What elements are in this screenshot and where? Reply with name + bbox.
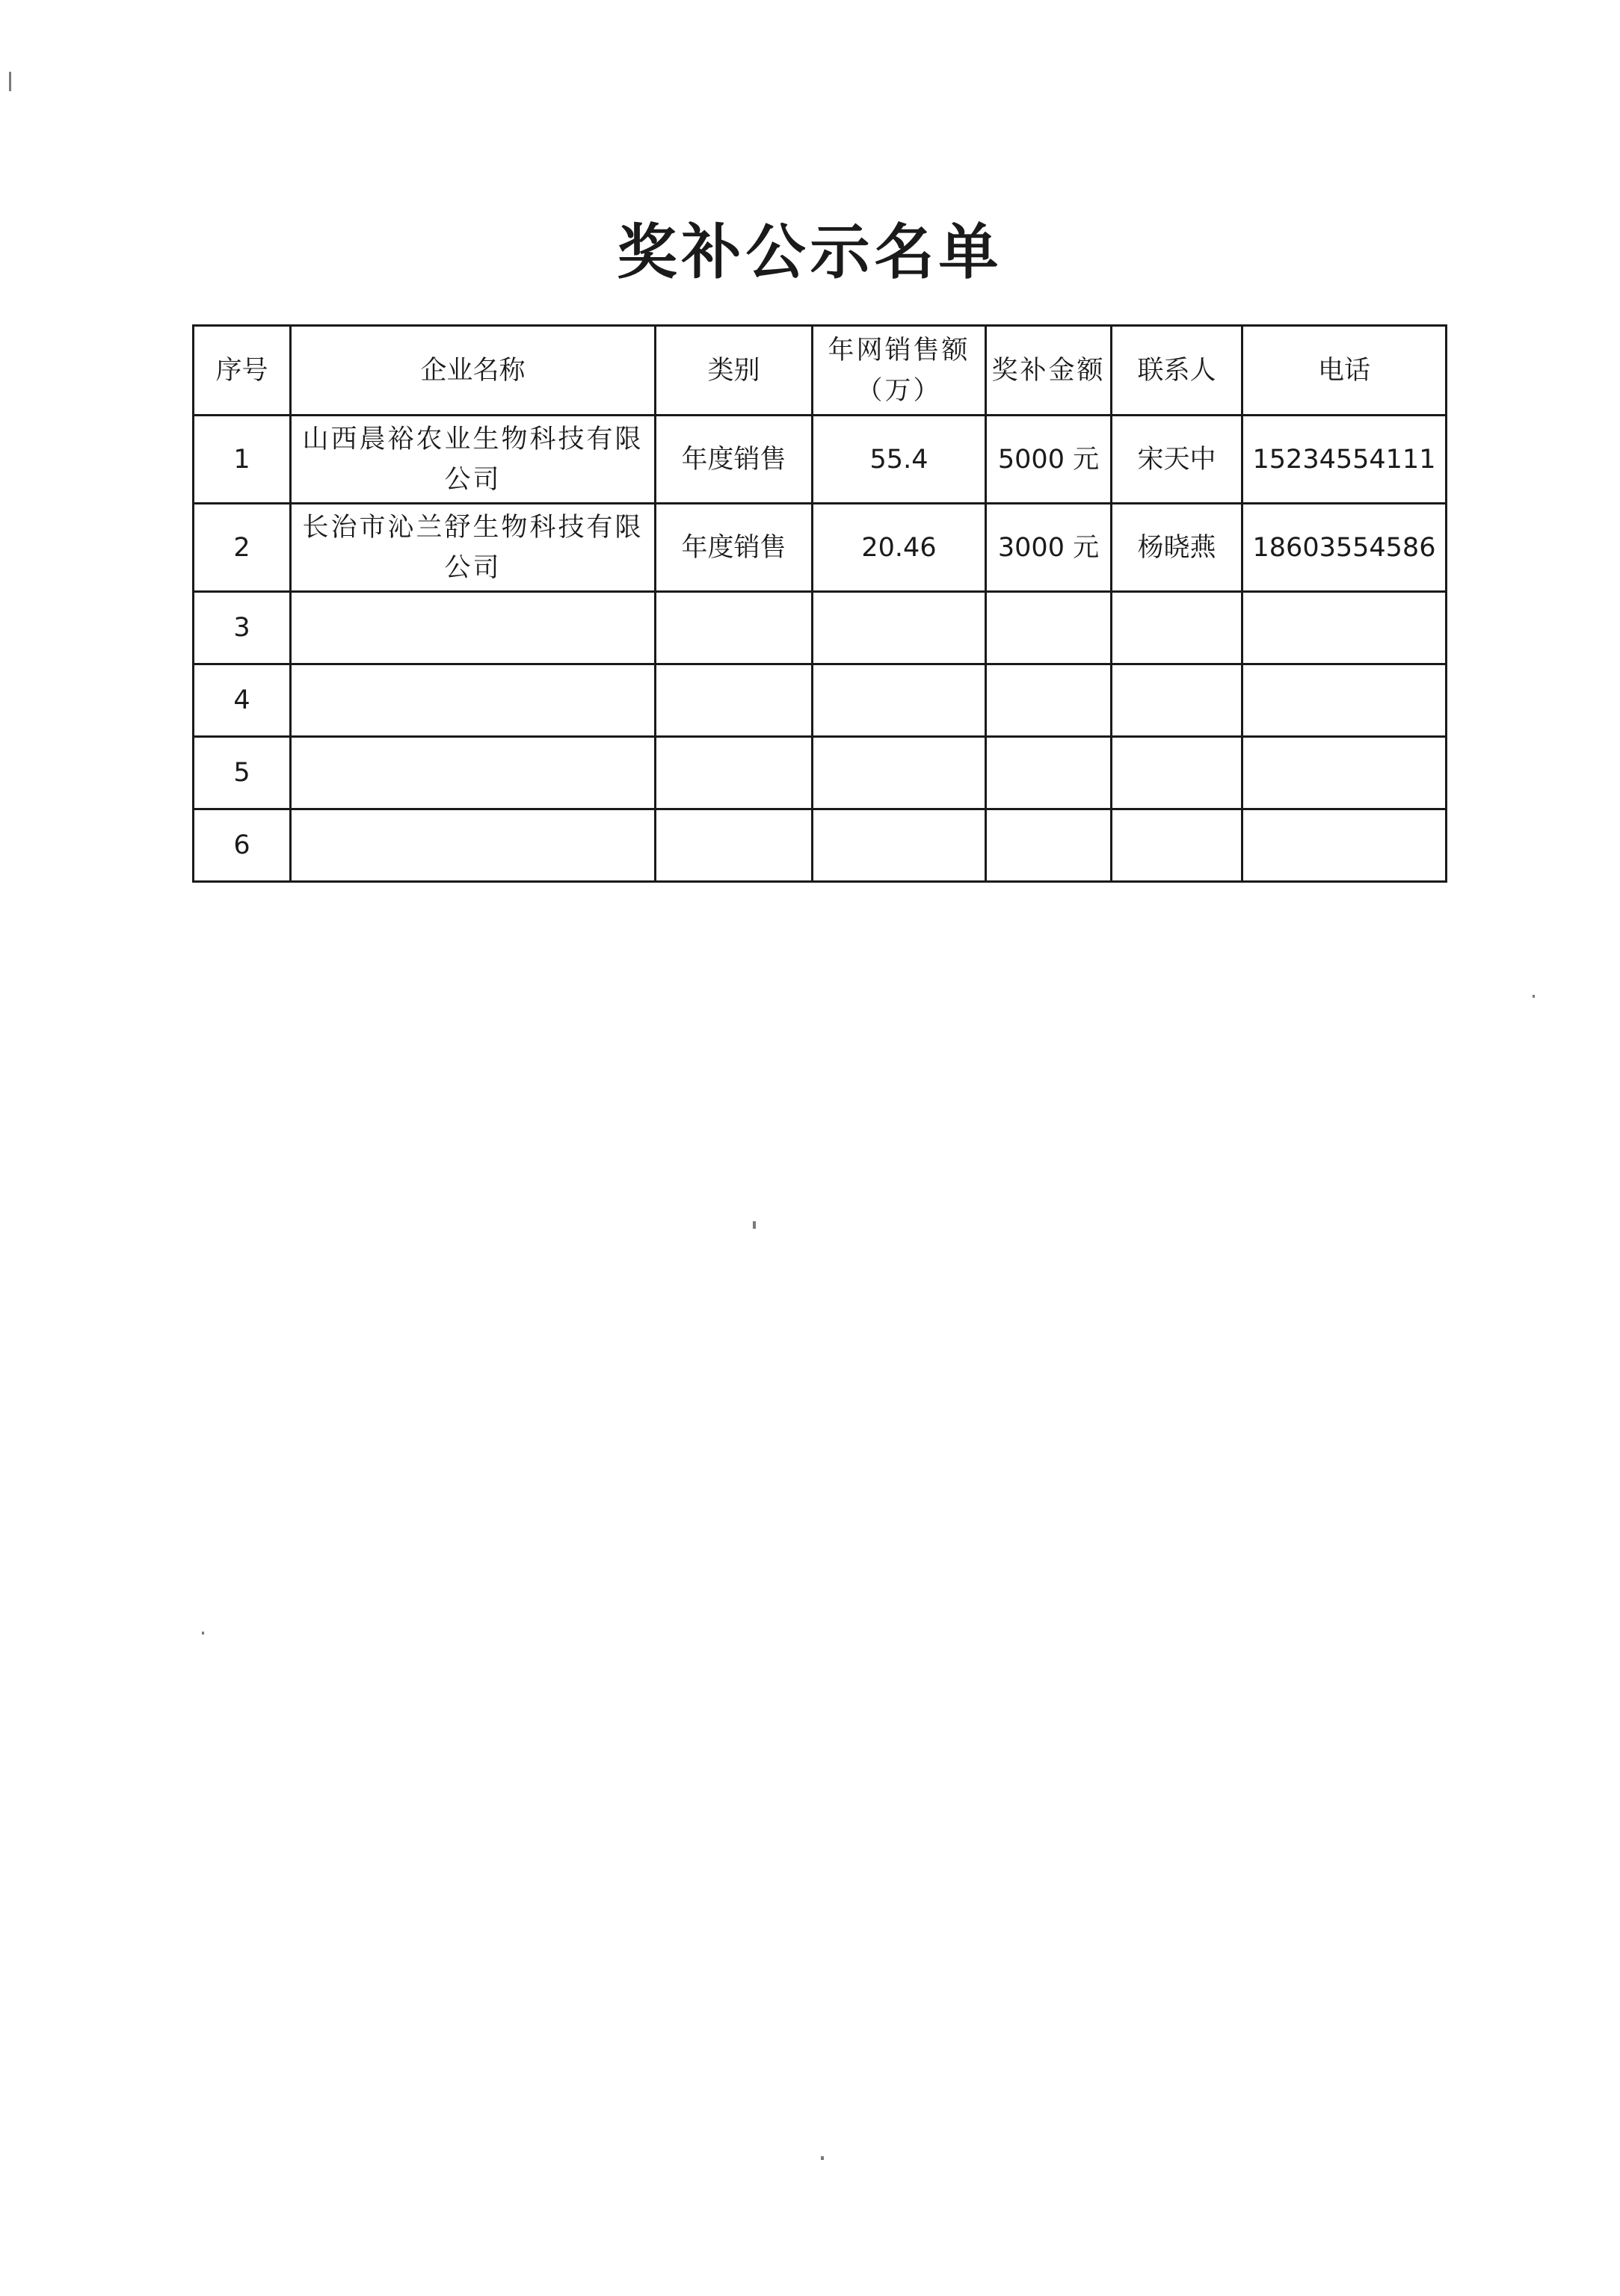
header-contact: 联系人 (1112, 326, 1242, 416)
header-phone: 电话 (1242, 326, 1447, 416)
cell-award: 5000 元 (986, 416, 1112, 504)
cell-sales: 20.46 (813, 504, 986, 592)
cell-seq: 5 (194, 737, 291, 809)
table-row (194, 664, 1447, 737)
cell-contact: 宋天中 (1112, 416, 1242, 504)
scan-speck (1533, 995, 1535, 998)
company-name: 长治市沁兰舒生物科技有限公司 (302, 512, 644, 583)
cell-contact: 杨晓燕 (1112, 504, 1242, 592)
scan-speck (753, 1221, 756, 1229)
cell-company (291, 737, 656, 809)
cell-company (291, 592, 656, 664)
cell-company (291, 809, 656, 882)
header-category: 类别 (656, 326, 813, 416)
cell-company (291, 416, 656, 504)
scan-speck (202, 1632, 204, 1635)
cell-category (656, 664, 813, 737)
cell-sales (813, 809, 986, 882)
document-title: 奖补公示名单 (617, 217, 1003, 287)
scan-speck (9, 72, 11, 91)
cell-sales (813, 592, 986, 664)
cell-category (656, 809, 813, 882)
cell-seq: 3 (194, 592, 291, 664)
cell-contact (1112, 592, 1242, 664)
header-award-label: 奖补金额 (991, 355, 1106, 386)
header-seq: 序号 (194, 326, 291, 416)
cell-category (656, 737, 813, 809)
cell-phone: 18603554586 (1242, 504, 1447, 592)
cell-award: 3000 元 (986, 504, 1112, 592)
cell-award (986, 664, 1112, 737)
cell-phone (1242, 592, 1447, 664)
table-header-row (194, 326, 1447, 416)
cell-sales (813, 664, 986, 737)
cell-award (986, 809, 1112, 882)
cell-phone (1242, 809, 1447, 882)
cell-company (291, 664, 656, 737)
table-row (194, 504, 1447, 592)
header-sales-label: 年网销售额（万） (828, 335, 970, 406)
cell-phone (1242, 664, 1447, 737)
cell-award (986, 737, 1112, 809)
table-row (194, 416, 1447, 504)
cell-seq: 6 (194, 809, 291, 882)
cell-seq: 4 (194, 664, 291, 737)
header-company: 企业名称 (291, 326, 656, 416)
cell-company (291, 504, 656, 592)
header-sales (813, 326, 986, 416)
cell-award (986, 592, 1112, 664)
cell-phone: 15234554111 (1242, 416, 1447, 504)
award-list-table (192, 324, 1447, 883)
cell-category (656, 592, 813, 664)
scan-speck (821, 2156, 824, 2160)
cell-sales (813, 737, 986, 809)
company-name: 山西晨裕农业生物科技有限公司 (302, 424, 644, 495)
table-row (194, 592, 1447, 664)
cell-phone (1242, 737, 1447, 809)
cell-contact (1112, 809, 1242, 882)
header-award (986, 326, 1112, 416)
cell-contact (1112, 664, 1242, 737)
table-row (194, 809, 1447, 882)
cell-category: 年度销售 (656, 504, 813, 592)
cell-seq: 2 (194, 504, 291, 592)
cell-contact (1112, 737, 1242, 809)
cell-category: 年度销售 (656, 416, 813, 504)
table-row (194, 737, 1447, 809)
cell-sales: 55.4 (813, 416, 986, 504)
cell-seq: 1 (194, 416, 291, 504)
